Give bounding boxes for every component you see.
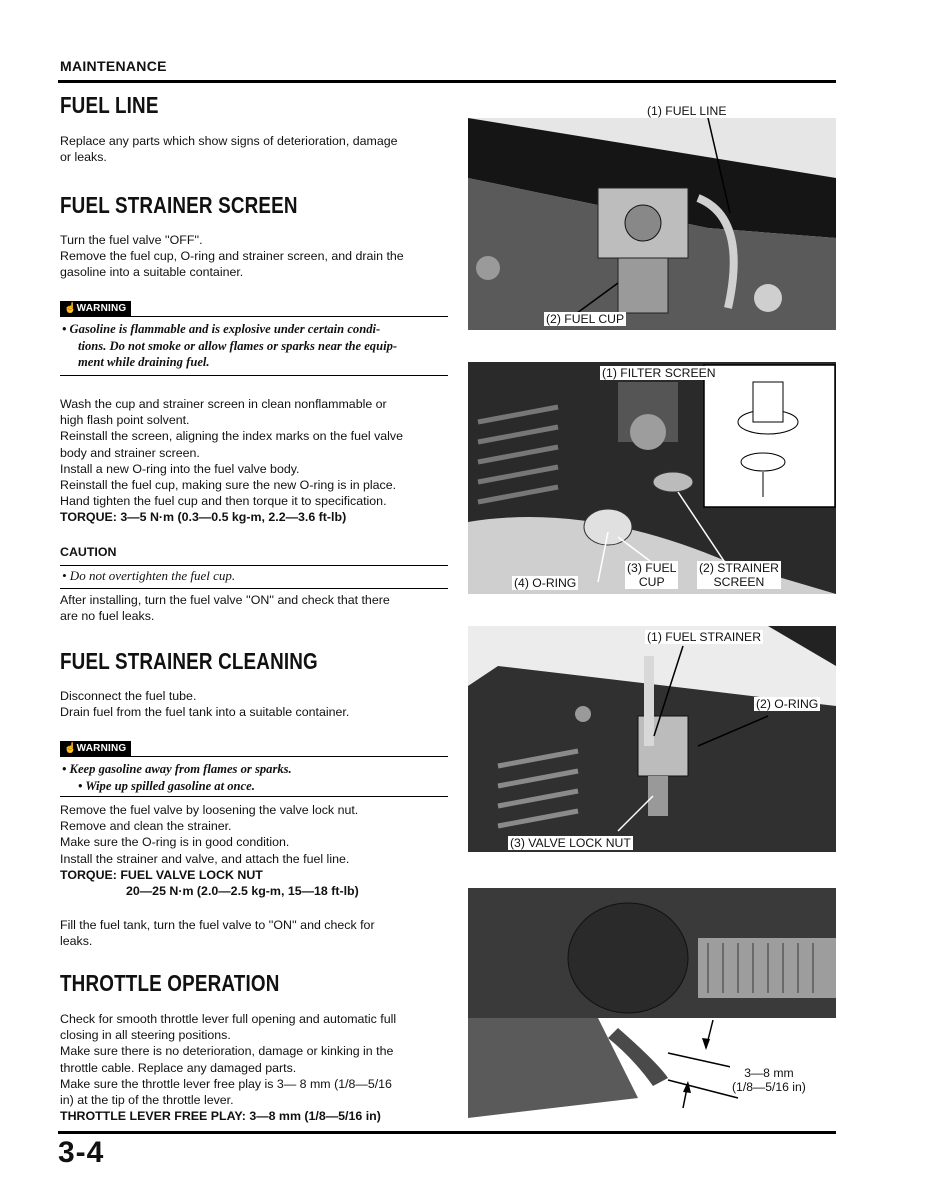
body-line: After installing, turn the fuel valve ''ON'' and check that there bbox=[60, 593, 390, 608]
fig4-throttle-photo bbox=[468, 888, 836, 1126]
fig2-illustration bbox=[468, 362, 836, 594]
body-line: body and strainer screen. bbox=[60, 445, 200, 460]
fig4-label-free-play: 3—8 mm (1/8—5/16 in) bbox=[732, 1066, 806, 1094]
torque-value: 20—25 N·m (2.0—2.5 kg-m, 15—18 ft-lb) bbox=[126, 884, 359, 899]
body-line: Replace any parts which show signs of deterioration, damage bbox=[60, 134, 398, 148]
throttle-operation-title: THROTTLE OPERATION bbox=[60, 970, 280, 996]
fig3-illustration bbox=[468, 626, 836, 852]
warning-block-2 bbox=[60, 738, 448, 797]
body-line: Check for smooth throttle lever full opening and automatic full bbox=[60, 1012, 397, 1026]
fuel-line-title: FUEL LINE bbox=[60, 92, 159, 118]
body-line: leaks. bbox=[60, 934, 93, 949]
fig1-label-fuel-cup: (2) FUEL CUP bbox=[546, 312, 625, 326]
warning-badge: ☝WARNING bbox=[60, 301, 131, 316]
fig3-label-valve-lock-nut: (3) VALVE LOCK NUT bbox=[510, 836, 631, 850]
body-line: Make sure the O-ring is in good condition. bbox=[60, 835, 290, 850]
warning-hand-icon: ☝ bbox=[64, 303, 77, 314]
bottom-rule bbox=[58, 1131, 836, 1134]
body-line: are no fuel leaks. bbox=[60, 609, 155, 624]
fig3-label-fuel-strainer: (1) FUEL STRAINER bbox=[647, 630, 761, 644]
throttle-operation-section bbox=[60, 970, 448, 1124]
caution-block bbox=[60, 544, 448, 625]
warning-rule bbox=[60, 756, 448, 757]
strainer-steps bbox=[60, 396, 448, 526]
body-line: Disconnect the fuel tube. bbox=[60, 689, 197, 703]
body-line: Remove the fuel valve by loosening the valve lock nut. bbox=[60, 803, 359, 817]
body-line: or leaks. bbox=[60, 150, 107, 165]
body-line: Fill the fuel tank, turn the fuel valve to ''ON'' and check for bbox=[60, 918, 375, 933]
body-line: Turn the fuel valve ''OFF''. bbox=[60, 233, 203, 247]
fuel-strainer-screen-section bbox=[60, 192, 448, 281]
caution-label: CAUTION bbox=[60, 545, 117, 559]
free-play-spec: THROTTLE LEVER FREE PLAY: 3—8 mm (1/8—5/16 in) bbox=[60, 1109, 381, 1124]
warning-badge: ☝WARNING bbox=[60, 741, 131, 756]
torque-spec: TORQUE: 3—5 N·m (0.3—0.5 kg-m, 2.2—3.6 ft-lb) bbox=[60, 510, 347, 525]
caution-end-rule bbox=[60, 588, 448, 589]
fig2-label-strainer-screen: (2) STRAINER SCREEN bbox=[699, 561, 779, 589]
fuel-strainer-cleaning-title: FUEL STRAINER CLEANING bbox=[60, 648, 318, 674]
warning-text: • Keep gasoline away from flames or sparks. • Wipe up spilled gasoline at once. bbox=[62, 762, 292, 793]
body-line: Remove the fuel cup, O-ring and strainer screen, and drain the bbox=[60, 249, 404, 264]
body-line: throttle cable. Replace any damaged parts. bbox=[60, 1060, 297, 1075]
torque-label: TORQUE: FUEL VALVE LOCK NUT bbox=[60, 867, 263, 882]
fig2-label-fuel-cup: (3) FUEL CUP bbox=[627, 561, 677, 589]
caution-rule bbox=[60, 565, 448, 566]
body-line: in) at the tip of the throttle lever. bbox=[60, 1093, 234, 1108]
fig3-strainer-photo bbox=[468, 626, 836, 852]
caution-text: • Do not overtighten the fuel cup. bbox=[62, 568, 236, 584]
fig2-label-filter-screen: (1) FILTER SCREEN bbox=[602, 366, 716, 380]
page-number: 3-4 bbox=[58, 1136, 105, 1169]
body-line: Reinstall the fuel cup, making sure the new O-ring is in place. bbox=[60, 478, 397, 493]
fig3-label-o-ring: (2) O-RING bbox=[756, 697, 819, 711]
cleaning-steps bbox=[60, 802, 448, 950]
fig2-strainer-photo bbox=[468, 362, 836, 594]
fig1-illustration bbox=[468, 118, 836, 330]
body-line: closing in all steering positions. bbox=[60, 1028, 231, 1043]
body-line: Make sure there is no deterioration, damage or kinking in the bbox=[60, 1044, 394, 1059]
fig1-fuel-valve-photo bbox=[468, 118, 836, 330]
body-line: Reinstall the screen, aligning the index marks on the fuel valve bbox=[60, 429, 403, 444]
body-line: gasoline into a suitable container. bbox=[60, 265, 244, 280]
body-line: Install a new O-ring into the fuel valve body. bbox=[60, 461, 300, 476]
fuel-line-section bbox=[60, 92, 448, 165]
top-rule bbox=[58, 80, 836, 83]
body-line: Install the strainer and valve, and attach the fuel line. bbox=[60, 851, 350, 866]
fuel-strainer-screen-title: FUEL STRAINER SCREEN bbox=[60, 192, 298, 218]
warning-end-rule bbox=[60, 375, 448, 376]
warning-rule bbox=[60, 316, 448, 317]
body-line: Wash the cup and strainer screen in clean nonflammable or bbox=[60, 397, 387, 411]
fig1-label-fuel-line: (1) FUEL LINE bbox=[647, 104, 727, 118]
fig2-label-o-ring: (4) O-RING bbox=[514, 576, 577, 590]
section-header: MAINTENANCE bbox=[60, 58, 167, 74]
warning-block-1 bbox=[60, 298, 448, 376]
warning-hand-icon: ☝ bbox=[64, 743, 77, 754]
warning-text: • Gasoline is flammable and is explosive under certain condi- tions. Do not smoke or allow flames or sparks near the equip- ment while draining fuel. bbox=[62, 322, 398, 369]
body-line: Drain fuel from the fuel tank into a suitable container. bbox=[60, 705, 350, 720]
fuel-strainer-cleaning-section bbox=[60, 648, 448, 720]
body-line: high flash point solvent. bbox=[60, 413, 190, 428]
body-line: Make sure the throttle lever free play is 3— 8 mm (1/8—5/16 bbox=[60, 1076, 392, 1091]
body-line: Remove and clean the strainer. bbox=[60, 819, 232, 834]
warning-end-rule bbox=[60, 796, 448, 797]
body-line: Hand tighten the fuel cup and then torque it to specification. bbox=[60, 494, 387, 509]
